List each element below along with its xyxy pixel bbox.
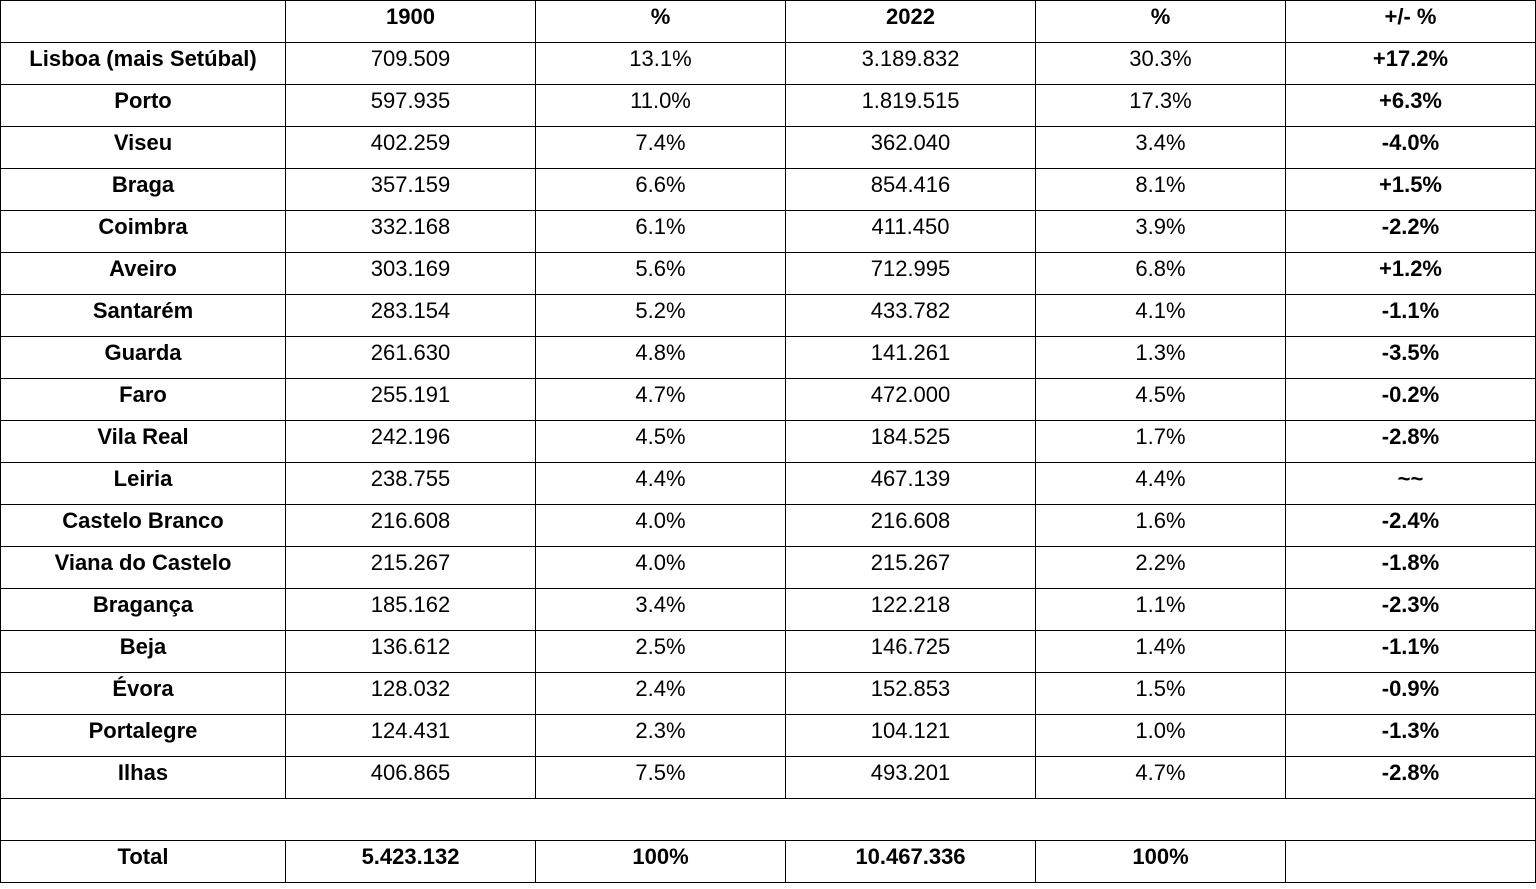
pop-1900: 215.267	[286, 547, 536, 589]
table-row	[1, 715, 1536, 757]
diff-pct: -1.1%	[1286, 631, 1536, 673]
table-row	[1, 673, 1536, 715]
pop-2022: 1.819.515	[786, 85, 1036, 127]
region-name: Beja	[1, 631, 286, 673]
pop-1900: 261.630	[286, 337, 536, 379]
pct-1900: 7.4%	[536, 127, 786, 169]
pop-2022: 146.725	[786, 631, 1036, 673]
pct-2022: 4.1%	[1036, 295, 1286, 337]
table-row	[1, 85, 1536, 127]
header-1900: 1900	[286, 1, 536, 43]
pct-1900: 4.8%	[536, 337, 786, 379]
pop-2022: 433.782	[786, 295, 1036, 337]
header-pct-2022: %	[1036, 1, 1286, 43]
blank-row	[1, 799, 1536, 841]
pop-1900: 406.865	[286, 757, 536, 799]
diff-pct: +1.5%	[1286, 169, 1536, 211]
table-row	[1, 505, 1536, 547]
pop-1900: 216.608	[286, 505, 536, 547]
pct-1900: 4.4%	[536, 463, 786, 505]
region-name: Évora	[1, 673, 286, 715]
total-label: Total	[1, 841, 286, 883]
table-row	[1, 127, 1536, 169]
region-name: Braga	[1, 169, 286, 211]
region-name: Faro	[1, 379, 286, 421]
pop-1900: 136.612	[286, 631, 536, 673]
pop-1900: 597.935	[286, 85, 536, 127]
region-name: Vila Real	[1, 421, 286, 463]
region-name: Aveiro	[1, 253, 286, 295]
region-name: Leiria	[1, 463, 286, 505]
diff-pct: +1.2%	[1286, 253, 1536, 295]
pop-1900: 238.755	[286, 463, 536, 505]
table-row	[1, 547, 1536, 589]
pct-1900: 5.6%	[536, 253, 786, 295]
blank-cell	[1, 799, 1536, 841]
pct-1900: 4.0%	[536, 547, 786, 589]
pct-1900: 6.6%	[536, 169, 786, 211]
pct-1900: 5.2%	[536, 295, 786, 337]
pct-1900: 2.4%	[536, 673, 786, 715]
region-name: Lisboa (mais Setúbal)	[1, 43, 286, 85]
pct-2022: 1.5%	[1036, 673, 1286, 715]
diff-pct: ~~	[1286, 463, 1536, 505]
pop-2022: 467.139	[786, 463, 1036, 505]
table-row	[1, 379, 1536, 421]
region-name: Castelo Branco	[1, 505, 286, 547]
header-pct-1900: %	[536, 1, 786, 43]
table-row	[1, 253, 1536, 295]
pct-2022: 1.1%	[1036, 589, 1286, 631]
pop-2022: 104.121	[786, 715, 1036, 757]
region-name: Coimbra	[1, 211, 286, 253]
region-name: Portalegre	[1, 715, 286, 757]
pop-2022: 141.261	[786, 337, 1036, 379]
pct-2022: 1.4%	[1036, 631, 1286, 673]
table-body	[1, 43, 1536, 799]
total-pop-1900: 5.423.132	[286, 841, 536, 883]
pct-2022: 6.8%	[1036, 253, 1286, 295]
total-pct-2022: 100%	[1036, 841, 1286, 883]
pop-1900: 303.169	[286, 253, 536, 295]
pct-1900: 4.5%	[536, 421, 786, 463]
table-row	[1, 463, 1536, 505]
table-row	[1, 421, 1536, 463]
table-row	[1, 337, 1536, 379]
pct-1900: 13.1%	[536, 43, 786, 85]
pct-2022: 1.6%	[1036, 505, 1286, 547]
diff-pct: -4.0%	[1286, 127, 1536, 169]
pct-2022: 3.4%	[1036, 127, 1286, 169]
total-pct-1900: 100%	[536, 841, 786, 883]
table-row	[1, 295, 1536, 337]
region-name: Guarda	[1, 337, 286, 379]
pop-1900: 255.191	[286, 379, 536, 421]
pct-2022: 4.4%	[1036, 463, 1286, 505]
diff-pct: -3.5%	[1286, 337, 1536, 379]
header-region	[1, 1, 286, 43]
pct-2022: 1.0%	[1036, 715, 1286, 757]
pop-1900: 128.032	[286, 673, 536, 715]
diff-pct: -2.8%	[1286, 757, 1536, 799]
pct-2022: 30.3%	[1036, 43, 1286, 85]
region-name: Viana do Castelo	[1, 547, 286, 589]
diff-pct: -2.8%	[1286, 421, 1536, 463]
pop-1900: 283.154	[286, 295, 536, 337]
region-name: Ilhas	[1, 757, 286, 799]
pct-2022: 1.3%	[1036, 337, 1286, 379]
pct-2022: 4.7%	[1036, 757, 1286, 799]
total-row	[1, 841, 1536, 883]
header-row	[1, 1, 1536, 43]
pop-2022: 152.853	[786, 673, 1036, 715]
pct-2022: 4.5%	[1036, 379, 1286, 421]
total-diff	[1286, 841, 1536, 883]
diff-pct: +6.3%	[1286, 85, 1536, 127]
table-row	[1, 43, 1536, 85]
table-row	[1, 211, 1536, 253]
pop-2022: 184.525	[786, 421, 1036, 463]
pop-2022: 122.218	[786, 589, 1036, 631]
pop-2022: 216.608	[786, 505, 1036, 547]
pct-1900: 2.5%	[536, 631, 786, 673]
pct-1900: 6.1%	[536, 211, 786, 253]
region-name: Bragança	[1, 589, 286, 631]
header-diff: +/- %	[1286, 1, 1536, 43]
pct-1900: 11.0%	[536, 85, 786, 127]
pop-1900: 402.259	[286, 127, 536, 169]
pop-1900: 332.168	[286, 211, 536, 253]
region-name: Santarém	[1, 295, 286, 337]
diff-pct: +17.2%	[1286, 43, 1536, 85]
pct-1900: 2.3%	[536, 715, 786, 757]
table-row	[1, 169, 1536, 211]
diff-pct: -1.3%	[1286, 715, 1536, 757]
pop-2022: 712.995	[786, 253, 1036, 295]
pct-2022: 3.9%	[1036, 211, 1286, 253]
region-name: Porto	[1, 85, 286, 127]
table-row	[1, 757, 1536, 799]
pct-1900: 4.7%	[536, 379, 786, 421]
pop-2022: 493.201	[786, 757, 1036, 799]
pop-1900: 124.431	[286, 715, 536, 757]
pct-2022: 8.1%	[1036, 169, 1286, 211]
pop-2022: 411.450	[786, 211, 1036, 253]
pct-1900: 4.0%	[536, 505, 786, 547]
pop-2022: 3.189.832	[786, 43, 1036, 85]
table-footer	[1, 799, 1536, 883]
total-pop-2022: 10.467.336	[786, 841, 1036, 883]
pct-2022: 17.3%	[1036, 85, 1286, 127]
pct-1900: 3.4%	[536, 589, 786, 631]
pop-2022: 854.416	[786, 169, 1036, 211]
header-2022: 2022	[786, 1, 1036, 43]
pop-1900: 242.196	[286, 421, 536, 463]
pop-2022: 215.267	[786, 547, 1036, 589]
pop-1900: 357.159	[286, 169, 536, 211]
table-row	[1, 631, 1536, 673]
diff-pct: -2.2%	[1286, 211, 1536, 253]
region-name: Viseu	[1, 127, 286, 169]
pct-2022: 2.2%	[1036, 547, 1286, 589]
pct-2022: 1.7%	[1036, 421, 1286, 463]
diff-pct: -1.8%	[1286, 547, 1536, 589]
diff-pct: -0.9%	[1286, 673, 1536, 715]
pop-2022: 362.040	[786, 127, 1036, 169]
diff-pct: -0.2%	[1286, 379, 1536, 421]
diff-pct: -2.4%	[1286, 505, 1536, 547]
table-header	[1, 1, 1536, 43]
diff-pct: -2.3%	[1286, 589, 1536, 631]
pop-2022: 472.000	[786, 379, 1036, 421]
table-row	[1, 589, 1536, 631]
pct-1900: 7.5%	[536, 757, 786, 799]
pop-1900: 709.509	[286, 43, 536, 85]
diff-pct: -1.1%	[1286, 295, 1536, 337]
pop-1900: 185.162	[286, 589, 536, 631]
